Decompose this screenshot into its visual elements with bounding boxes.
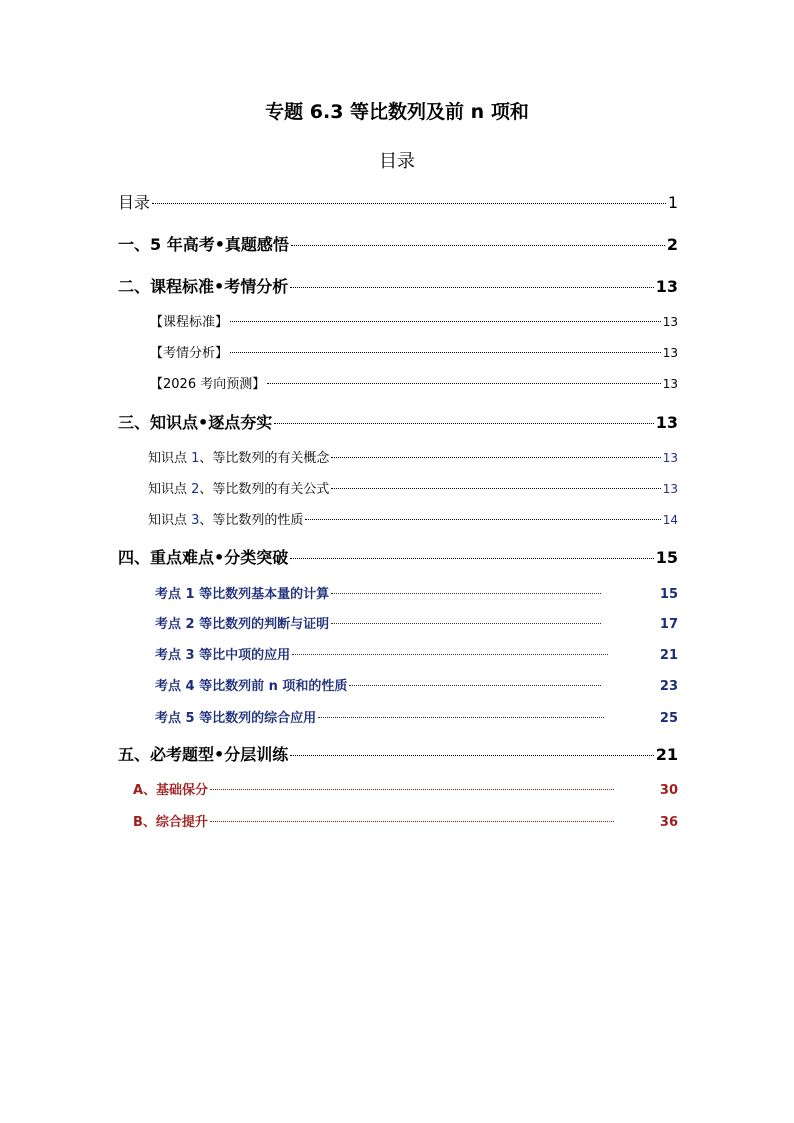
toc-leader <box>210 789 614 790</box>
toc-page-number: 30 <box>659 783 678 798</box>
toc-page-number: 2 <box>666 235 678 254</box>
toc-page-number: 15 <box>655 548 678 567</box>
toc-leader <box>210 821 614 822</box>
knowledge-prefix: 知识点 <box>148 513 192 528</box>
toc-leader <box>292 654 608 655</box>
toc-entry-label: 考点 3 等比中项的应用 <box>155 648 291 663</box>
toc-heading: 目录 <box>379 151 415 172</box>
toc-entry-knowledge-3[interactable] <box>148 509 678 528</box>
toc-entry-knowledge-2[interactable] <box>148 478 678 497</box>
toc-entry-topic-3[interactable] <box>155 644 678 663</box>
toc-leader <box>152 203 666 204</box>
toc-entry-knowledge-1[interactable] <box>148 447 678 466</box>
toc-entry-topic-5[interactable] <box>155 707 678 726</box>
toc-entry-label <box>148 478 329 497</box>
toc-entry-topic-4[interactable] <box>155 675 678 694</box>
toc-page-number: 21 <box>659 648 678 663</box>
toc-entry-section-5[interactable] <box>118 742 678 765</box>
knowledge-title: 、等比数列的有关公式 <box>199 482 330 497</box>
toc-entry-section-4[interactable] <box>118 545 678 568</box>
toc-entry-label <box>148 447 329 466</box>
toc-leader <box>349 685 601 686</box>
toc-page-number: 1 <box>667 193 678 212</box>
toc-entry-advanced-practice[interactable] <box>133 811 678 830</box>
toc-leader <box>291 245 665 246</box>
toc-entry-course-standard[interactable] <box>150 311 678 330</box>
toc-leader <box>290 287 654 288</box>
toc-page-number: 13 <box>662 346 678 360</box>
toc-entry-topic-1[interactable] <box>155 583 678 602</box>
toc-entry-label: 【课程标准】 <box>150 315 229 330</box>
toc-page-number: 17 <box>659 617 678 632</box>
toc-page-number: 13 <box>662 315 678 329</box>
toc-page-number: 21 <box>655 745 678 764</box>
toc-page-number: 14 <box>662 513 678 527</box>
toc-entry-label: 考点 4 等比数列前 n 项和的性质 <box>155 679 348 694</box>
toc-entry-topic-2[interactable] <box>155 613 678 632</box>
toc-entry-label: 五、必考题型•分层训练 <box>118 745 289 764</box>
knowledge-number: 2 <box>191 482 200 497</box>
document-title: 专题 6.3 等比数列及前 n 项和 <box>265 101 529 123</box>
toc-entry-exam-forecast[interactable] <box>150 373 678 392</box>
knowledge-prefix: 知识点 <box>148 482 192 497</box>
toc-page-number: 13 <box>662 377 678 391</box>
toc-entry-section-3[interactable] <box>118 410 678 433</box>
toc-leader <box>331 457 660 458</box>
toc-entry-label: 【2026 考向预测】 <box>150 377 266 392</box>
toc-leader <box>305 519 660 520</box>
toc-page-number: 13 <box>655 277 678 296</box>
toc-entry-label: B、综合提升 <box>133 815 208 830</box>
knowledge-number: 3 <box>191 513 200 528</box>
toc-page-number: 13 <box>662 451 678 465</box>
toc-leader <box>230 352 661 353</box>
knowledge-title: 、等比数列的性质 <box>199 513 304 528</box>
toc-entry-section-2[interactable] <box>118 274 678 297</box>
knowledge-prefix: 知识点 <box>148 451 192 466</box>
toc-entry-label: 二、课程标准•考情分析 <box>118 277 289 296</box>
knowledge-title: 、等比数列的有关概念 <box>199 451 330 466</box>
toc-leader <box>290 558 654 559</box>
toc-page-number: 13 <box>655 413 678 432</box>
toc-entry-exam-analysis[interactable] <box>150 342 678 361</box>
toc-entry-section-1[interactable] <box>118 232 678 255</box>
toc-entry-label: 四、重点难点•分类突破 <box>118 548 289 567</box>
toc-leader <box>290 755 654 756</box>
toc-leader <box>331 593 601 594</box>
toc-entry-label: 考点 5 等比数列的综合应用 <box>155 711 317 726</box>
toc-entry-label: 目录 <box>118 193 151 212</box>
toc-entry-mulu[interactable] <box>118 190 678 213</box>
toc-page-number: 13 <box>662 482 678 496</box>
toc-leader <box>318 717 604 718</box>
toc-page-number: 23 <box>659 679 678 694</box>
toc-entry-label: 【考情分析】 <box>150 346 229 361</box>
knowledge-number: 1 <box>191 451 200 466</box>
toc-page-number: 25 <box>659 711 678 726</box>
toc-leader <box>230 321 661 322</box>
toc-page-number: 15 <box>659 587 678 602</box>
toc-leader <box>267 383 661 384</box>
toc-leader <box>274 423 654 424</box>
toc-page-number: 36 <box>659 815 678 830</box>
toc-entry-label: 一、5 年高考•真题感悟 <box>118 235 289 254</box>
toc-leader <box>331 488 660 489</box>
toc-entry-basic-practice[interactable] <box>133 779 678 798</box>
toc-entry-label: A、基础保分 <box>133 783 209 798</box>
toc-entry-label: 三、知识点•逐点夯实 <box>118 413 273 432</box>
toc-entry-label <box>148 509 303 528</box>
toc-entry-label: 考点 1 等比数列基本量的计算 <box>155 587 330 602</box>
toc-entry-label: 考点 2 等比数列的判断与证明 <box>155 617 330 632</box>
toc-leader <box>331 623 601 624</box>
